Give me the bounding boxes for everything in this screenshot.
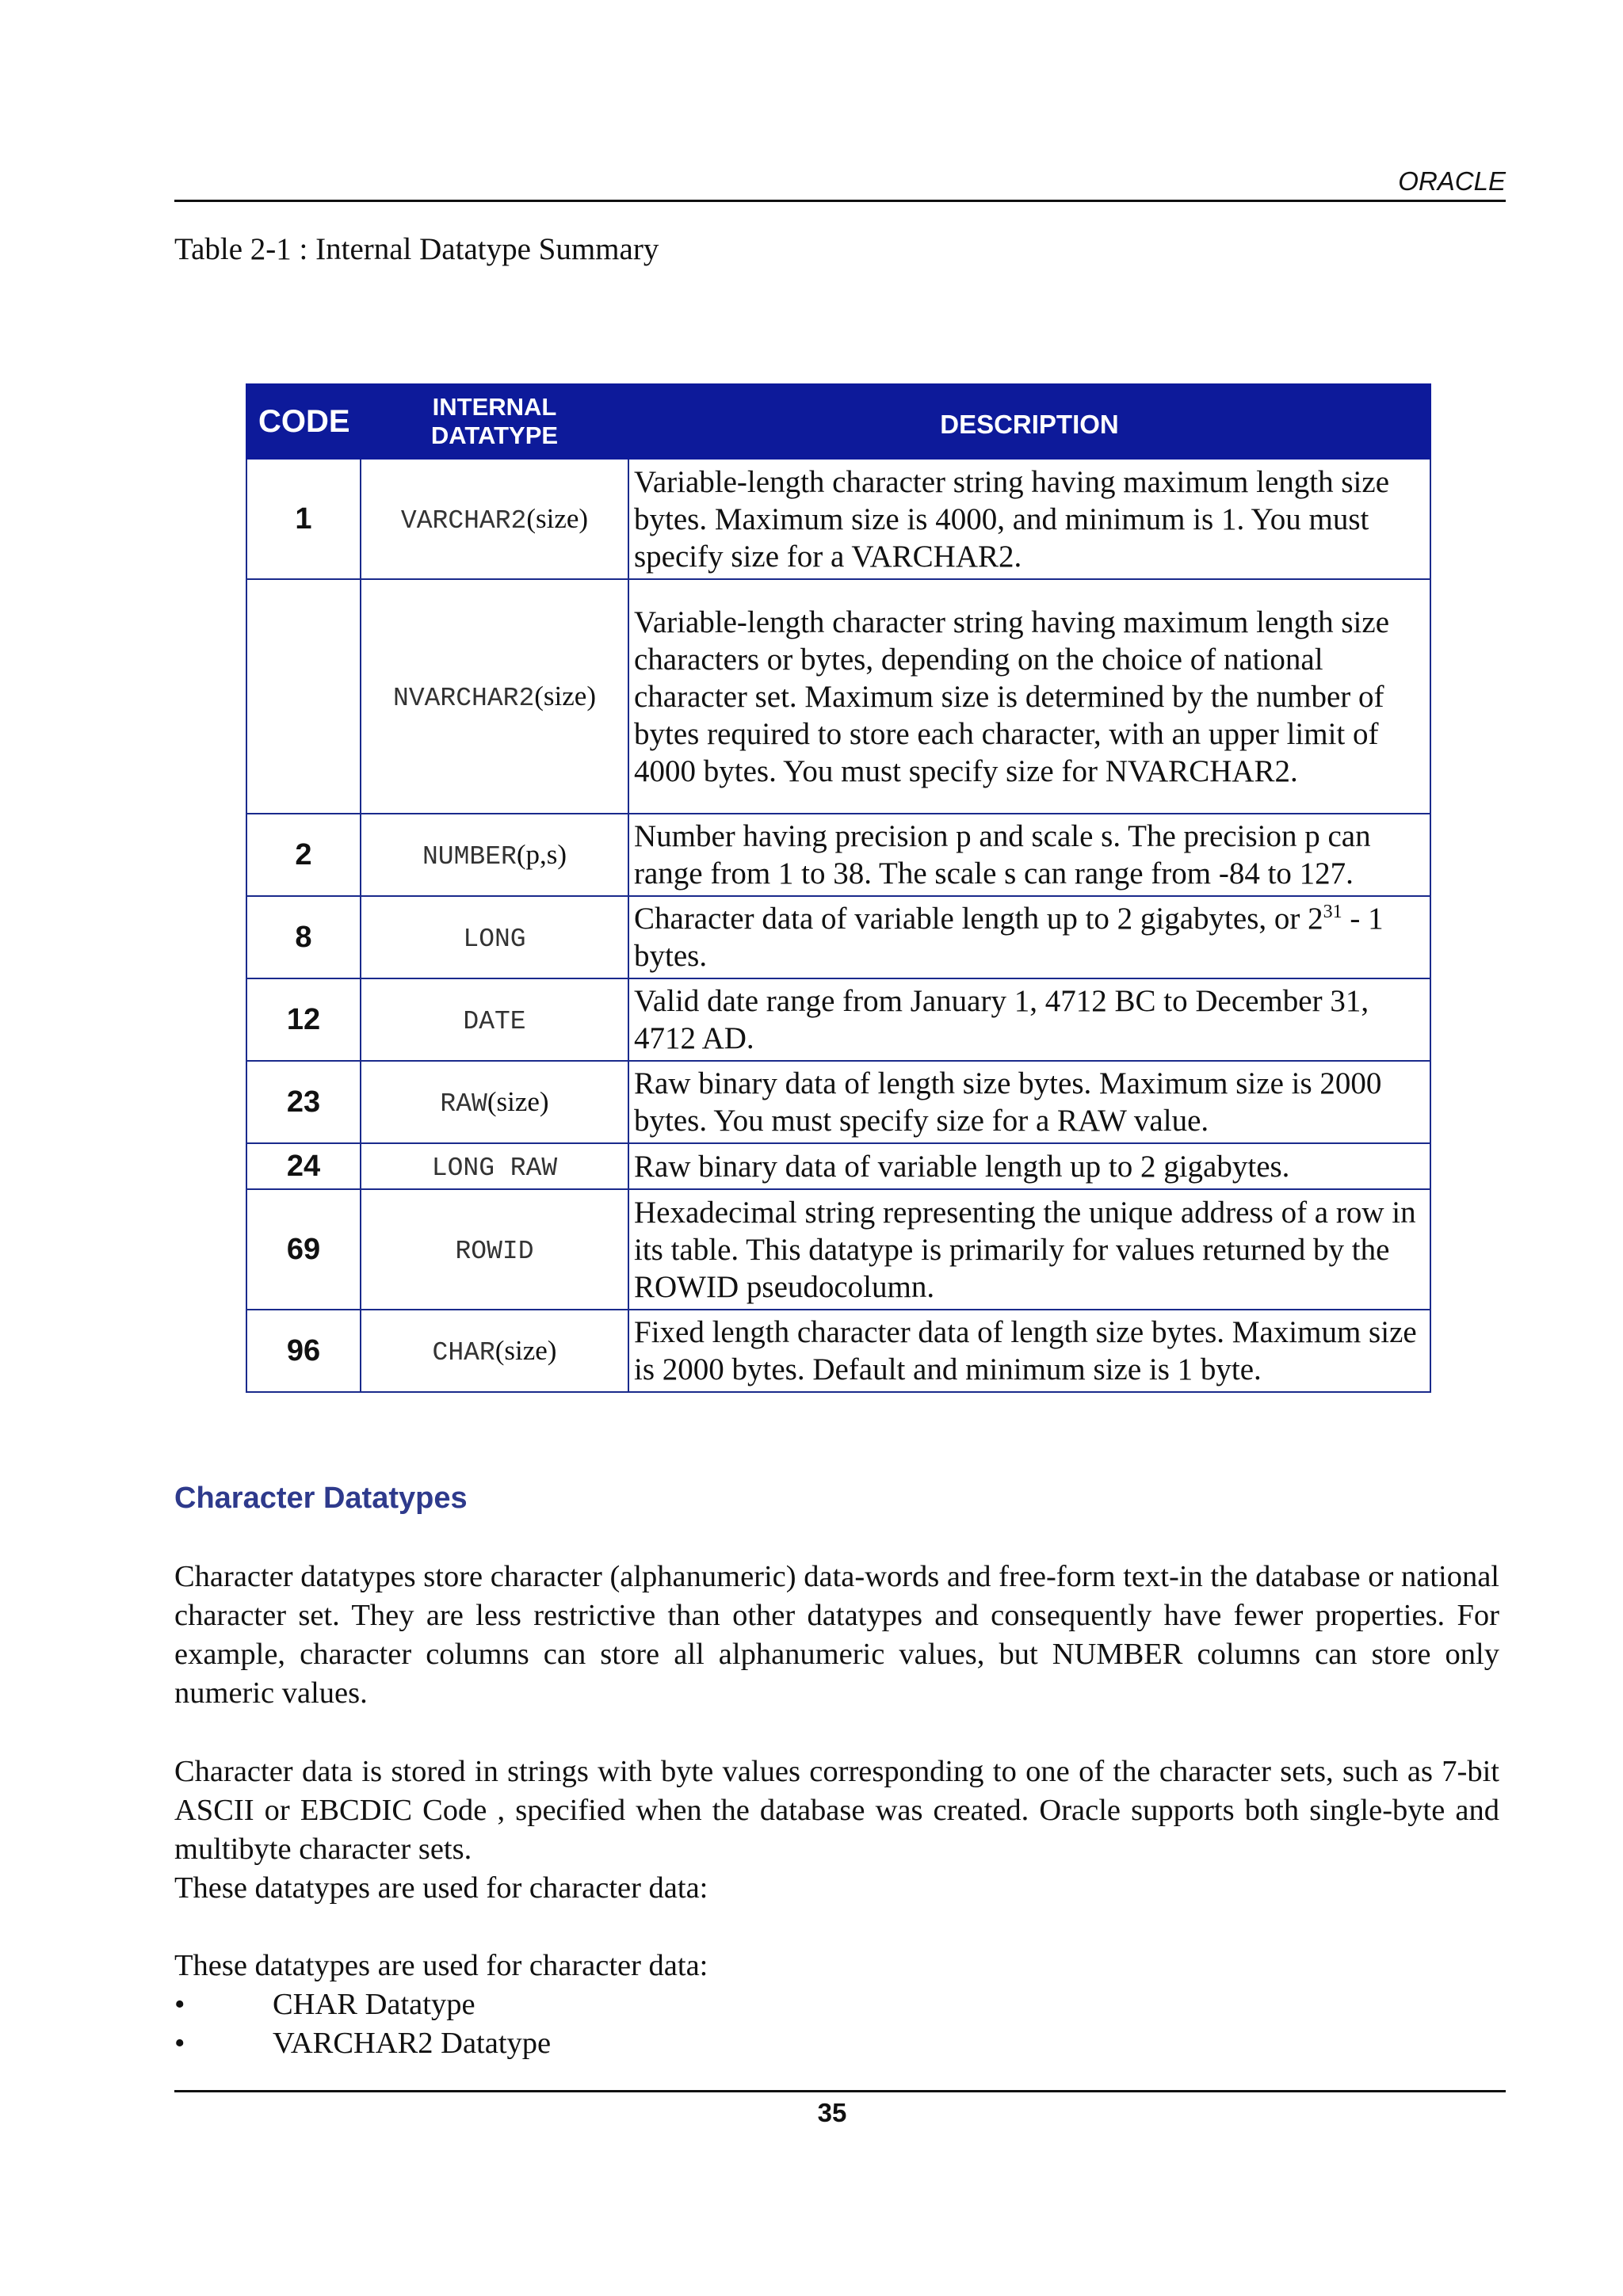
row-description <box>628 896 1430 978</box>
header-type-line1: INTERNAL <box>432 393 557 421</box>
bullet-icon: • <box>174 2027 185 2060</box>
header-code: CODE <box>246 384 361 459</box>
row-datatype <box>361 978 628 1061</box>
description-text: Character data of variable length up to 2 gigabytes, or 2 <box>634 902 1323 936</box>
table-row <box>246 579 1430 814</box>
row-datatype <box>361 1189 628 1310</box>
row-datatype <box>361 1143 628 1189</box>
list-item-label: CHAR Datatype <box>273 1988 475 2021</box>
row-code <box>246 579 361 814</box>
row-code: 2 <box>246 814 361 896</box>
list-item <box>174 1985 551 2024</box>
list-item-label: VARCHAR2 Datatype <box>273 2027 552 2060</box>
footer-rule <box>174 2090 1506 2092</box>
table-row <box>246 1189 1430 1310</box>
table-row <box>246 978 1430 1061</box>
row-description: Raw binary data of length size bytes. Maximum size is 2000 bytes. You must specify size for a RAW value. <box>628 1061 1430 1143</box>
datatype-name: VARCHAR2 <box>400 505 527 536</box>
description-text: - 1 bytes. <box>634 902 1384 973</box>
datatype-name: RAW <box>440 1089 487 1119</box>
row-description: Hexadecimal string representing the unique address of a row in its table. This datatype is primarily for values returned by the ROWID pseudocolumn. <box>628 1189 1430 1310</box>
datatype-name: ROWID <box>455 1236 534 1266</box>
table-caption: Table 2-1 : Internal Datatype Summary <box>174 232 659 266</box>
row-code: 23 <box>246 1061 361 1143</box>
row-code: 96 <box>246 1310 361 1392</box>
header-description: DESCRIPTION <box>628 384 1430 459</box>
row-description: Fixed length character data of length size bytes. Maximum size is 2000 bytes. Default and minimum size is 1 byte. <box>628 1310 1430 1392</box>
row-description: Variable-length character string having maximum length size bytes. Maximum size is 4000, and minimum is 1. You must specify size for a VARCHAR2. <box>628 459 1430 579</box>
table-row <box>246 1143 1430 1189</box>
row-datatype <box>361 579 628 814</box>
header-rule <box>174 200 1506 202</box>
row-code: 1 <box>246 459 361 579</box>
running-header: ORACLE <box>1398 166 1506 196</box>
table-row <box>246 459 1430 579</box>
paragraph: These datatypes are used for character data: <box>174 1949 708 1982</box>
datatype-arg: (size) <box>487 1085 549 1117</box>
row-datatype <box>361 1310 628 1392</box>
row-code: 24 <box>246 1143 361 1189</box>
row-code: 8 <box>246 896 361 978</box>
row-datatype <box>361 1061 628 1143</box>
row-datatype <box>361 814 628 896</box>
datatype-name: DATE <box>463 1006 526 1036</box>
row-description: Raw binary data of variable length up to 2 gigabytes. <box>628 1143 1430 1189</box>
table-row <box>246 1310 1430 1392</box>
datatype-name: LONG <box>463 924 526 954</box>
datatype-name: NUMBER <box>422 841 517 871</box>
paragraph-line: These datatypes are used for character data: <box>174 1871 708 1905</box>
table-row <box>246 896 1430 978</box>
row-description: Number having precision p and scale s. The precision p can range from 1 to 38. The scale s can range from -84 to 127. <box>628 814 1430 896</box>
bullet-icon: • <box>174 1988 185 2021</box>
section-heading: Character Datatypes <box>174 1482 468 1515</box>
row-datatype <box>361 459 628 579</box>
paragraph <box>174 1753 1499 1908</box>
paragraph-line: Character data is stored in strings with byte values corresponding to one of the character sets, such as 7-bit ASCII or EBCDIC Code , specified when the database was created. Oracle supports both single-byte and multibyte character sets. <box>174 1755 1499 1866</box>
table-header-row <box>246 384 1430 459</box>
table-row <box>246 814 1430 896</box>
row-code: 69 <box>246 1189 361 1310</box>
datatype-arg: (size) <box>526 502 589 534</box>
paragraph: Character datatypes store character (alphanumeric) data-words and free-form text-in the database or national character set. They are less restrictive than other datatypes and consequently have fewer properties. For example, character columns can store all alphanumeric values, but NUMBER columns can store only numeric values. <box>174 1560 1499 1710</box>
datatype-bullet-list <box>174 1985 551 2063</box>
exponent: 31 <box>1323 902 1342 922</box>
table-row <box>246 1061 1430 1143</box>
datatype-arg: (size) <box>495 1334 557 1366</box>
datatype-arg: (p,s) <box>516 838 567 870</box>
row-description: Variable-length character string having maximum length size characters or bytes, depending on the choice of national character set. Maximum size is determined by the number of bytes required to store each character, with an upper limit of 4000 bytes. You must specify size for NVARCHAR2. <box>628 579 1430 814</box>
list-item <box>174 2024 551 2063</box>
datatype-name: CHAR <box>432 1337 495 1367</box>
row-datatype <box>361 896 628 978</box>
page-number: 35 <box>817 2098 847 2127</box>
datatype-summary-table <box>246 383 1431 1393</box>
datatype-name: NVARCHAR2 <box>393 683 535 713</box>
datatype-name: LONG RAW <box>431 1153 558 1183</box>
row-code: 12 <box>246 978 361 1061</box>
row-description: Valid date range from January 1, 4712 BC to December 31, 4712 AD. <box>628 978 1430 1061</box>
header-internal-datatype <box>361 384 628 459</box>
header-type-line2: DATATYPE <box>430 421 559 449</box>
datatype-arg: (size) <box>534 680 596 711</box>
